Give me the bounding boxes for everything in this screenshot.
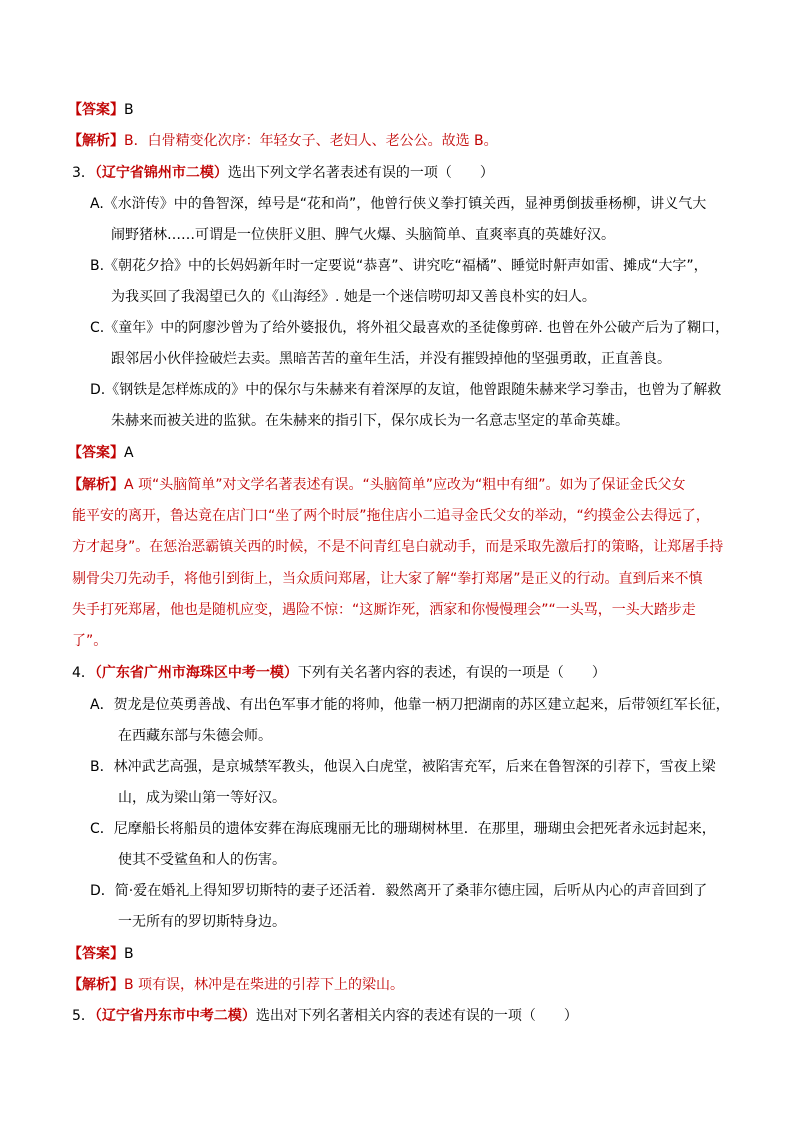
q3-option-b-line1: B.《朝花夕拾》中的长妈妈新年时一定要说“恭喜”、讲究吃“福橘”、睡觉时鼾声如雷、摊成“大字”， (90, 258, 708, 274)
q4-option-d-line1: D．简·爱在婚礼上得知罗切斯特的妻子还活着．毅然离开了桑菲尔德庄园，后听从内心的声音回到了 (90, 883, 708, 899)
question-source: （广东省广州市海珠区中考一模） (94, 665, 298, 681)
question-text: 选出对下列名著相关内容的表述有误的一项（ ） (255, 1008, 578, 1024)
answer-value: B (124, 946, 134, 962)
q3-option-b-line2: 为我买回了我渴望已久的《山海经》. 她是一个迷信唠叨却又善良朴实的妇人。 (111, 289, 596, 305)
q4-option-b-line2: 山，成为梁山第一等好汉。 (118, 790, 286, 806)
analysis-line (68, 475, 686, 495)
q3-option-a-line2: 闹野猪林……可谓是一位侠肝义胆、脾气火爆、头脑简单、直爽率真的英雄好汉。 (111, 227, 615, 243)
q3-option-a-line1: A.《水浒传》中的鲁智深，绰号是“花和尚”，他曾行侠义拳打镇关西，显神勇倒拔垂杨柳，讲义气大 (90, 196, 707, 212)
answer-value: B (124, 102, 134, 118)
answer-label: 【答案】 (68, 946, 124, 962)
answer-line (68, 944, 134, 964)
question-number: 4． (72, 665, 95, 681)
analysis-text: 能平安的离开，鲁达竟在店门口“坐了两个时辰”拖住店小二追寻金氏父女的举动，“约摸金公去得远了， (72, 508, 710, 524)
analysis-line (68, 975, 404, 995)
q4-option-d-line2: 一无所有的罗切斯特身边。 (118, 914, 286, 930)
question-source: （辽宁省丹东市中考二模） (94, 1008, 256, 1024)
analysis-text: 了”。 (72, 633, 108, 649)
answer-line (68, 443, 134, 463)
analysis-text: B 项有误，林冲是在柴进的引荐下上的梁山。 (124, 977, 405, 993)
question-text: 选出下列文学名著表述有误的一项（ ） (227, 165, 494, 181)
analysis-text: 失手打死郑屠，他也是随机应变，遇险不惊：“这厮诈死，洒家和你慢慢理会”“一头骂，一头大踏步走 (72, 602, 696, 618)
answer-label: 【答案】 (68, 102, 124, 118)
answer-line (68, 100, 134, 120)
analysis-label: 【解析】 (68, 477, 124, 493)
analysis-text: A 项“头脑简单”对文学名著表述有误。“头脑简单”应改为“粗中有细”。如为了保证金氏父女 (124, 477, 686, 493)
q4-option-c-line1: C．尼摩船长将船员的遗体安葬在海底瑰丽无比的珊瑚树林里．在那里，珊瑚虫会把死者永远封起来， (90, 821, 716, 837)
analysis-text: 剔骨尖刀先动手，将他引到街上，当众质问郑屠，让大家了解“拳打郑屠”是正义的行动。直到后来不慎 (72, 571, 703, 587)
answer-label: 【答案】 (68, 445, 124, 461)
q3-option-c-line2: 跟邻居小伙伴捡破烂去卖。黑暗苦苦的童年生活，并没有摧毁掉他的坚强勇敢，正直善良。 (111, 351, 671, 367)
question-text: 下列有关名著内容的表述，有误的一项是（ ） (297, 665, 606, 681)
analysis-label: 【解析】 (68, 133, 124, 149)
q3-option-c-line1: C.《童年》中的阿廖沙曾为了给外婆报仇，将外祖父最喜欢的圣徒像剪碎. 也曾在外公破产后为了糊口， (90, 320, 730, 336)
q3-option-d-line2: 朱赫来而被关进的监狱。在朱赫来的指引下，保尔成长为一名意志坚定的革命英雄。 (111, 413, 629, 429)
analysis-line (68, 131, 498, 151)
q4-option-b-line1: B．林冲武艺高强，是京城禁军教头，他误入白虎堂，被陷害充军，后来在鲁智深的引荐下，雪夜上梁 (90, 759, 716, 775)
q4-option-a-line1: A．贺龙是位英勇善战、有出色军事才能的将帅，他靠一柄刀把湖南的苏区建立起来，后带领红军长征， (90, 697, 730, 713)
question-5-stem (72, 1006, 578, 1026)
q4-option-a-line2: 在西藏东部与朱德会师。 (118, 728, 272, 744)
q3-option-d-line1: D.《钢铁是怎样炼成的》中的保尔与朱赫来有着深厚的友谊，他曾跟随朱赫来学习拳击，也曾为了解救 (90, 382, 722, 398)
analysis-label: 【解析】 (68, 977, 124, 993)
question-source: （辽宁省锦州市二模） (94, 165, 228, 181)
question-3-stem (72, 163, 494, 183)
q4-option-c-line2: 使其不受鲨鱼和人的伤害。 (118, 852, 286, 868)
question-number: 3． (72, 165, 95, 181)
question-4-stem (72, 663, 606, 683)
analysis-text: 方才起身”。在惩治恶霸镇关西的时候，不是不问青红皂白就动手，而是采取先激后打的策略，让郑屠手持 (72, 539, 724, 555)
answer-value: A (124, 445, 134, 461)
analysis-text: B．白骨精变化次序：年轻女子、老妇人、老公公。故选 B。 (124, 133, 498, 149)
question-number: 5． (72, 1008, 95, 1024)
